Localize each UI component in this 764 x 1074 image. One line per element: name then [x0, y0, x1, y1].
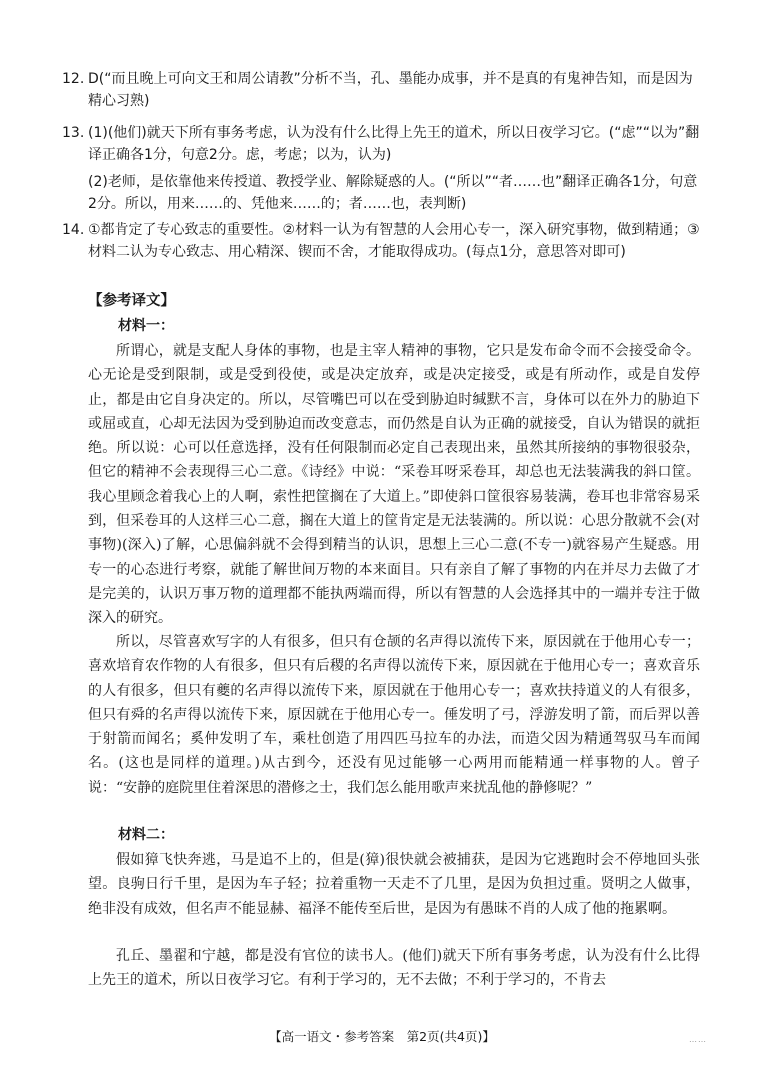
material-two-paragraph-2: 孔丘、墨翟和宁越，都是没有官位的读书人。(他们)就天下所有事务考虑，认为没有什么比得上先王的道术，所以日夜学习它。有利于学习的，无不去做；不利于学习的，不肯去 — [88, 948, 700, 989]
corner-mark: …… — [689, 1035, 707, 1044]
answer-number: 12. — [62, 71, 85, 87]
material-two-title: 材料二： — [118, 827, 174, 843]
answer-text: ①都肯定了专心致志的重要性。②材料一认为有智慧的人会用心专一，深入研究事物，做到精通；③材料二认为专心致志、用心精深、锲而不舍，才能取得成功。(每点1分，意思答对即可) — [88, 222, 700, 260]
answer-13-2 — [88, 171, 700, 215]
page-footer: 【高一语文・参考答案 第2页(共4页)】 — [269, 1029, 495, 1044]
answer-number: 13. — [62, 125, 85, 141]
material-one-title: 材料一： — [118, 318, 174, 334]
answer-text: (1)(他们)就天下所有事务考虑，认为没有什么比得上先王的道术，所以日夜学习它。(“虑”“以为”翻译正确各1分，句意2分。虑，考虑；以为，认为) — [88, 125, 700, 163]
material-two-paragraph-1: 假如獐飞快奔逃，马是追不上的，但是(獐)很快就会被捕获，是因为它逃跑时会不停地回头张望。良驹日行千里，是因为车子轻；拉着重物一天走不了几里，是因为负担过重。贤明之人做事，绝非没有成效，但名声不能显赫、福泽不能传至后世，是因为有愚昧不肖的人成了他的拖累啊。 — [88, 852, 700, 917]
material-one-paragraph-2: 所以，尽管喜欢写字的人有很多，但只有仓颉的名声得以流传下来，原因就在于他用心专一；喜欢培育农作物的人有很多，但只有后稷的名声得以流传下来，原因就在于他用心专一；喜欢音乐的人有很多，但只有夔的名声得以流传下来，原因就在于他用心专一；喜欢扶持道义的人有很多，但只有舜的名声得以流传下来，原因就在于他用心专一。倕发明了弓，浮游发明了箭，而后羿以善于射箭而闻名；奚仲发明了车，乘杜创造了用四匹马拉车的办法，而造父因为精通驾驭马车而闻名。(这也是同样的道理。)从古到今，还没有见过能够一心两用而能精通一样事物的人。曾子说：“安静的庭院里住着深思的潜修之士，我们怎么能用歌声来扰乱他的静修呢？” — [88, 634, 700, 796]
material-one-paragraph-1: 所谓心，就是支配人身体的事物，也是主宰人精神的事物，它只是发布命令而不会接受命令。心无论是受到限制，或是受到役使，或是决定放弃，或是决定接受，或是有所动作，或是自发停止，都是由它自身决定的。所以，尽管嘴巴可以在受到胁迫时缄默不言，身体可以在外力的胁迫下或屈或直，心却无法因为受到胁迫而改变意志，而仍然是自认为正确的就接受，自认为错误的就拒绝。所以说：心可以任意选择，没有任何限制而必定自己表现出来，虽然其所接纳的事物很驳杂，但它的精神不会表现得三心二意。《诗经》中说：“采卷耳呀采卷耳，却总也无法装满我的斜口筐。我心里顾念着我心上的人啊，索性把筐搁在了大道上。”即使斜口筐很容易装满，卷耳也非常容易采到，但采卷耳的人这样三心二意，搁在大道上的筐肯定是无法装满的。所以说：心思分散就不会(对事物)(深入)了解，心思偏斜就不会得到精当的认识，思想上三心二意(不专一)就容易产生疑惑。用专一的心态进行考察，就能了解世间万物的本来面目。只有亲自了解了事物的内在并尽力去做了才是完美的，认识万事万物的道理都不能执两端而得，所以有智慧的人会选择其中的一端并专注于做深入的研究。 — [88, 343, 700, 627]
translation-heading: 【参考译文】 — [88, 293, 175, 309]
answer-number: 14. — [62, 222, 85, 238]
answer-12 — [62, 68, 700, 112]
answer-text: D(“而且晚上可向文王和周公请教”分析不当，孔、墨能办成事，并不是真的有鬼神告知，而是因为精心习熟) — [88, 71, 693, 109]
answer-13-1 — [62, 122, 700, 166]
answer-14 — [62, 219, 700, 263]
answer-text: (2)老师，是依靠他来传授道、教授学业、解除疑惑的人。(“所以”“者……也”翻译正确各1分，句意2分。所以，用来……的、凭他来……的；者……也，表判断) — [88, 174, 698, 212]
